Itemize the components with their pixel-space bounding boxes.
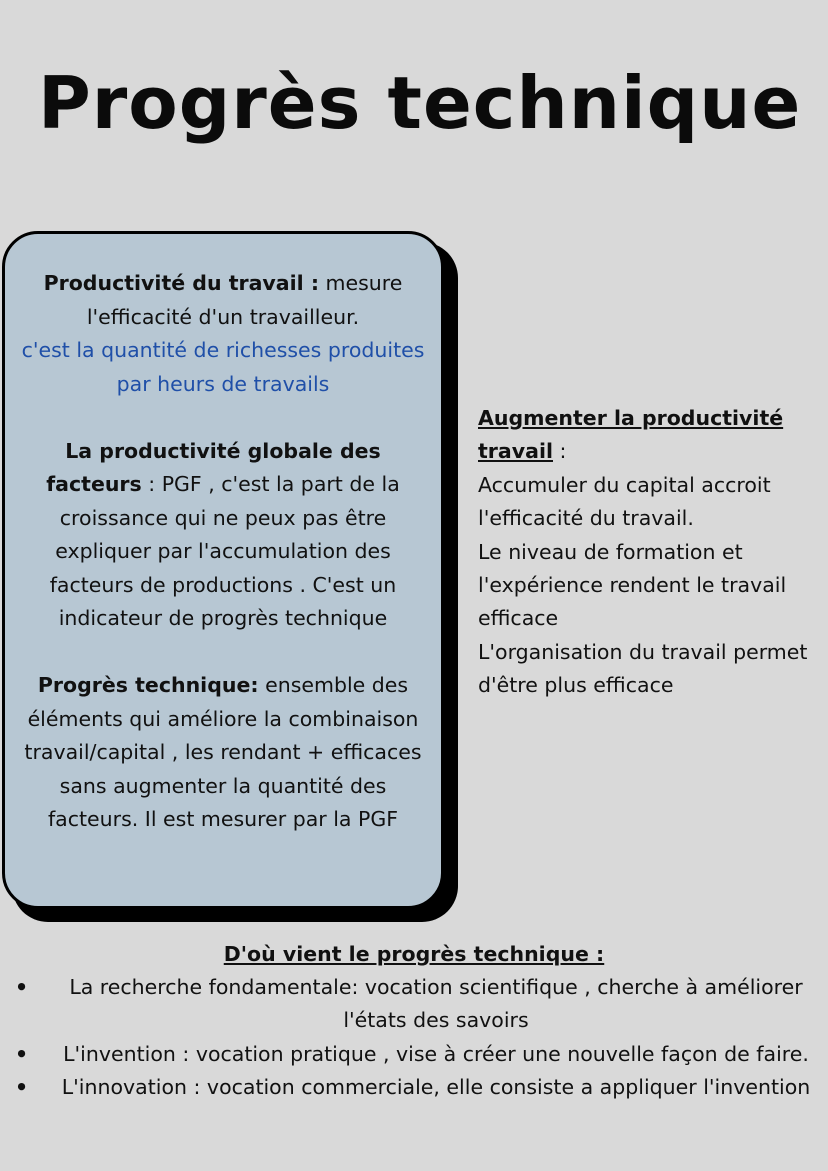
productivite-label: Productivité du travail :: [43, 271, 320, 295]
list-item-text: L'innovation : vocation commerciale, elle consiste a appliquer l'invention: [61, 1074, 811, 1099]
augmenter-line: Le niveau de formation et l'expérience rendent le travail efficace: [478, 539, 787, 631]
augmenter-heading-colon: :: [553, 439, 567, 464]
augmenter-line: L'organisation du travail permet d'être plus efficace: [478, 639, 808, 698]
bullet-icon: •: [15, 975, 29, 1000]
augmenter-heading-line: [478, 402, 823, 469]
list-item: [0, 1071, 828, 1104]
spacer: [15, 401, 431, 435]
origin-list: [0, 971, 828, 1104]
list-item-text: La recherche fondamentale: vocation scientifique , cherche à améliorer l'états des savoirs: [69, 975, 803, 1033]
pgf-label: La productivité globale des facteurs: [46, 438, 381, 496]
augmenter-heading: Augmenter la productivité travail: [478, 406, 784, 464]
list-item: [0, 1038, 828, 1071]
productivite-paragraph: [15, 267, 431, 334]
origin-section: [0, 938, 828, 1104]
productivite-text: mesure l'efficacité d'un travailleur.: [86, 271, 403, 329]
origin-title: D'où vient le progrès technique :: [223, 942, 605, 966]
page-title: Progrès technique: [38, 61, 802, 145]
list-item: [0, 971, 828, 1037]
bullet-icon: •: [15, 1041, 29, 1066]
augmenter-section: [478, 402, 823, 703]
bullet-icon: •: [15, 1074, 29, 1099]
list-item-text: L'invention : vocation pratique , vise à créer une nouvelle façon de faire.: [63, 1041, 809, 1066]
pgf-text: : PGF , c'est la part de la croissance qui ne peux pas être expliquer par l'accumulation des facteurs de productions . C'est un indicateur de progrès technique: [49, 472, 400, 630]
spacer: [15, 636, 431, 670]
pgf-paragraph: [15, 435, 431, 636]
progres-paragraph: [15, 669, 431, 837]
progres-label: Progrès technique:: [37, 673, 259, 697]
definitions-card: [2, 231, 444, 909]
augmenter-line: Accumuler du capital accroit l'efficacité du travail.: [478, 472, 771, 531]
progres-text: ensemble des éléments qui améliore la combinaison travail/capital , les rendant + efficaces sans augmenter la quantité des facteurs. Il est mesurer par la PGF: [24, 673, 422, 831]
productivite-definition: c'est la quantité de richesses produites par heurs de travails: [21, 338, 425, 396]
